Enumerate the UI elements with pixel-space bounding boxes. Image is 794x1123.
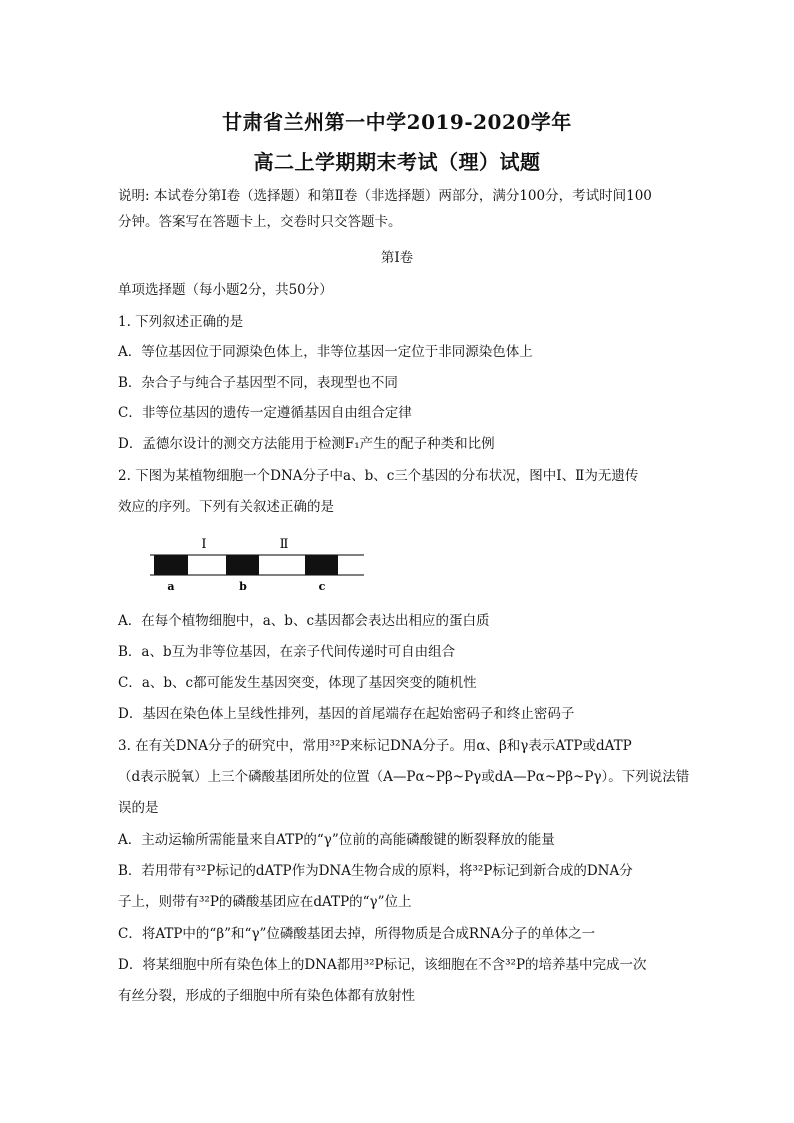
q3-stem-line2: （d表示脱氧）上三个磷酸基团所处的位置（A—Pα~Pβ~Pγ或dA—Pα~Pβ~Pγ）。下列说法错 xyxy=(118,769,690,785)
q3-option-b-line2: 子上，则带有³²P的磷酸基团应在dATP的“γ”位上 xyxy=(118,894,412,910)
gene-label-b: b xyxy=(239,580,247,593)
q2-stem-line2: 效应的序列。下列有关叙述正确的是 xyxy=(118,499,334,515)
q3-option-d-line2: 有丝分裂，形成的子细胞中所有染色体都有放射性 xyxy=(118,988,415,1004)
q3-option-a: A．主动运输所需能量来自ATP的“γ”位前的高能磷酸键的断裂释放的能量 xyxy=(118,832,555,848)
q3-option-d-line1: D．将某细胞中所有染色体上的DNA都用³²P标记，该细胞在不含³²P的培养基中完成一次 xyxy=(118,957,647,973)
q2-option-c: C．a、b、c都可能发生基因突变，体现了基因突变的随机性 xyxy=(118,675,477,691)
section-title: 第Ⅰ卷 xyxy=(380,250,414,266)
q3-stem-line1: 3. 在有关DNA分子的研究中，常用³²P来标记DNA分子。用α、β和γ表示ATP或dATP xyxy=(118,738,632,754)
region-label-2: Ⅱ xyxy=(279,537,289,552)
exam-title-line2: 高二上学期期末考试（理）试题 xyxy=(253,150,541,174)
exam-title-line1: 甘肃省兰州第一中学2019-2020学年 xyxy=(222,110,572,134)
intro-line2: 分钟。答案写在答题卡上，交卷时只交答题卡。 xyxy=(118,214,402,230)
q2-option-d: D．基因在染色体上呈线性排列，基因的首尾端存在起始密码子和终止密码子 xyxy=(118,706,575,722)
q3-stem-line3: 误的是 xyxy=(118,800,159,816)
region-label-1: Ⅰ xyxy=(201,537,207,552)
intro-line1: 说明: 本试卷分第Ⅰ卷（选择题）和第Ⅱ卷（非选择题）两部分，满分100分，考试时间100 xyxy=(118,188,652,204)
gene-a-block xyxy=(154,555,188,575)
q3-option-b-line1: B．若用带有³²P标记的dATP作为DNA生物合成的原料，将³²P标记到新合成的DNA分 xyxy=(118,863,633,879)
gene-label-a: a xyxy=(167,580,175,593)
q1-option-a: A．等位基因位于同源染色体上，非等位基因一定位于非同源染色体上 xyxy=(118,344,533,360)
gene-label-c: c xyxy=(318,580,326,593)
q1-option-d: D．孟德尔设计的测交方法能用于检测F₁产生的配子种类和比例 xyxy=(118,436,495,452)
q1-option-c: C．非等位基因的遗传一定遵循基因自由组合定律 xyxy=(118,405,412,421)
q3-option-c: C．将ATP中的“β”和“γ”位磷酸基团去掉，所得物质是合成RNA分子的单体之一 xyxy=(118,926,596,942)
gene-c-block xyxy=(305,555,338,575)
q2-stem-line1: 2. 下图为某植物细胞一个DNA分子中a、b、c三个基因的分布状况，图中Ⅰ、Ⅱ为无遗传 xyxy=(118,468,639,484)
section-heading: 单项选择题（每小题2分，共50分） xyxy=(118,282,333,298)
gene-b-block xyxy=(226,555,259,575)
q2-option-a: A．在每个植物细胞中，a、b、c基因都会表达出相应的蛋白质 xyxy=(118,613,490,629)
dna-gene-diagram xyxy=(150,534,370,594)
q1-option-b: B．杂合子与纯合子基因型不同，表现型也不同 xyxy=(118,375,398,391)
q1-stem: 1. 下列叙述正确的是 xyxy=(118,314,244,330)
q2-option-b: B．a、b互为非等位基因，在亲子代间传递时可自由组合 xyxy=(118,644,456,660)
